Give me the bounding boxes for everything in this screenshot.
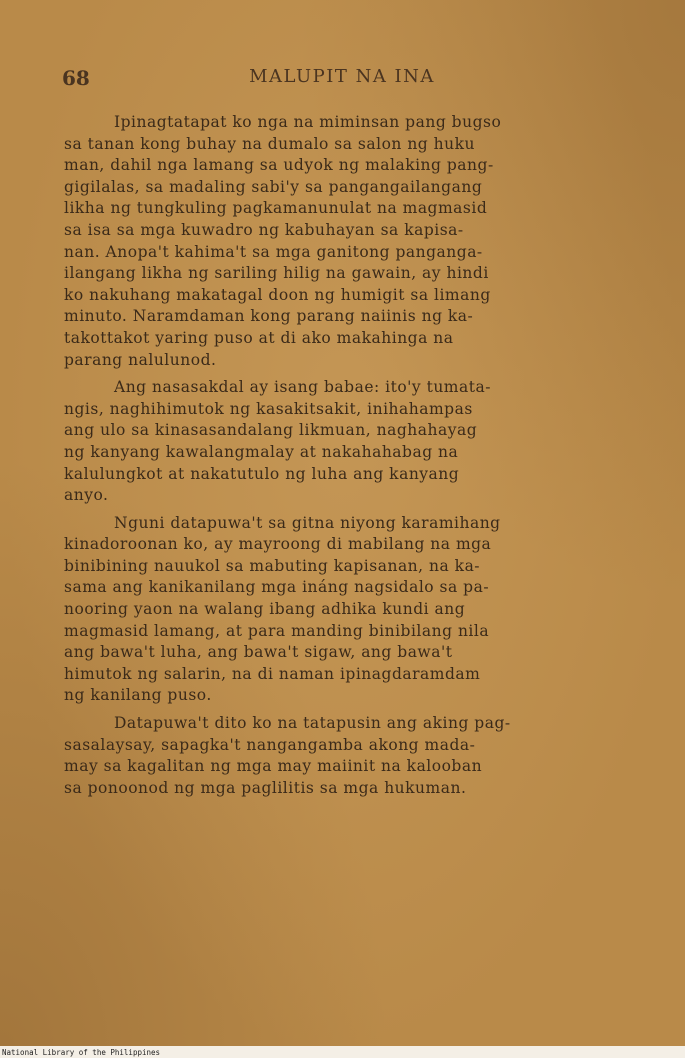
text-line: anyo. xyxy=(64,486,109,505)
text-line: may sa kagalitan ng mga may maiinit na kalooban xyxy=(64,757,483,776)
text-line: gigilalas, sa madaling sabi'y sa pangangailangang xyxy=(64,177,483,196)
text-line: ang bawa't luha, ang bawa't sigaw, ang bawa't xyxy=(64,643,453,662)
text-line: sasalaysay, sapagka't nangangamba akong mada- xyxy=(64,735,476,754)
paragraph xyxy=(64,112,624,371)
text-line: ang ulo sa kinasasandalang likmuan, naghahayag xyxy=(64,421,478,440)
text-line: sa ponoonod ng mga paglilitis sa mga hukuman. xyxy=(64,778,467,797)
text-line: sa isa sa mga kuwadro ng kabuhayan sa kapisa- xyxy=(64,220,464,239)
text-line: Ipinagtatapat ko nga na miminsan pang bugso xyxy=(114,113,502,131)
text-line: sa tanan kong buhay na dumalo sa salon ng huku xyxy=(64,134,475,153)
text-line: kinadoroonan ko, ay mayroong di mabilang na mga xyxy=(64,535,492,554)
page-number: 68 xyxy=(62,66,90,90)
text-line: magmasid lamang, at para manding binibilang nila xyxy=(64,621,490,640)
text-line: Datapuwa't dito ko na tatapusin ang aking pag- xyxy=(114,714,511,733)
text-line: ng kanilang puso. xyxy=(64,686,212,705)
text-line: Nguni datapuwa't sa gitna niyong karamihang xyxy=(114,513,501,532)
text-line: ko nakuhang makatagal doon ng humigit sa limang xyxy=(64,285,491,304)
text-line: nan. Anopa't kahima't sa mga ganitong panganga- xyxy=(64,242,483,261)
text-line: kalulungkot at nakatutulo ng luha ang kanyang xyxy=(64,464,460,483)
text-line: nooring yaon na walang ibang adhika kundi ang xyxy=(64,600,466,619)
paragraph xyxy=(64,377,624,507)
text-line: takottakot yaring puso at di ako makahinga na xyxy=(64,328,454,347)
text-line: ilangang likha ng sariling hilig na gawain, ay hindi xyxy=(64,264,489,283)
text-line: parang nalulunod. xyxy=(64,350,217,369)
text-line: minuto. Naramdaman kong parang naiinis ng ka- xyxy=(64,307,474,326)
text-line: ng kanyang kawalangmalay at nakahahabag na xyxy=(64,442,459,461)
text-line: man, dahil nga lamang sa udyok ng malaking pang- xyxy=(64,156,494,175)
text-line: himutok ng salarin, na di naman ipinagdaramdam xyxy=(64,664,481,683)
text-line: binibining nauukol sa mabuting kapisanan, na ka- xyxy=(64,556,481,575)
running-title: MALUPIT NA INA xyxy=(249,66,435,87)
footer-bar xyxy=(0,1046,685,1058)
body-text xyxy=(64,112,624,805)
text-line: ngis, naghihimutok ng kasakitsakit, inihahampas xyxy=(64,399,473,418)
paragraph xyxy=(64,713,624,799)
page-header xyxy=(62,66,622,92)
text-line: Ang nasasakdal ay isang babae: ito'y tumata- xyxy=(114,378,491,397)
library-credit: National Library of the Philippines xyxy=(2,1048,161,1057)
paragraph xyxy=(64,513,624,707)
text-line: likha ng tungkuling pagkamanunulat na magmasid xyxy=(64,199,488,218)
text-line: sama ang kanikanilang mga ináng nagsidalo sa pa- xyxy=(64,578,490,597)
